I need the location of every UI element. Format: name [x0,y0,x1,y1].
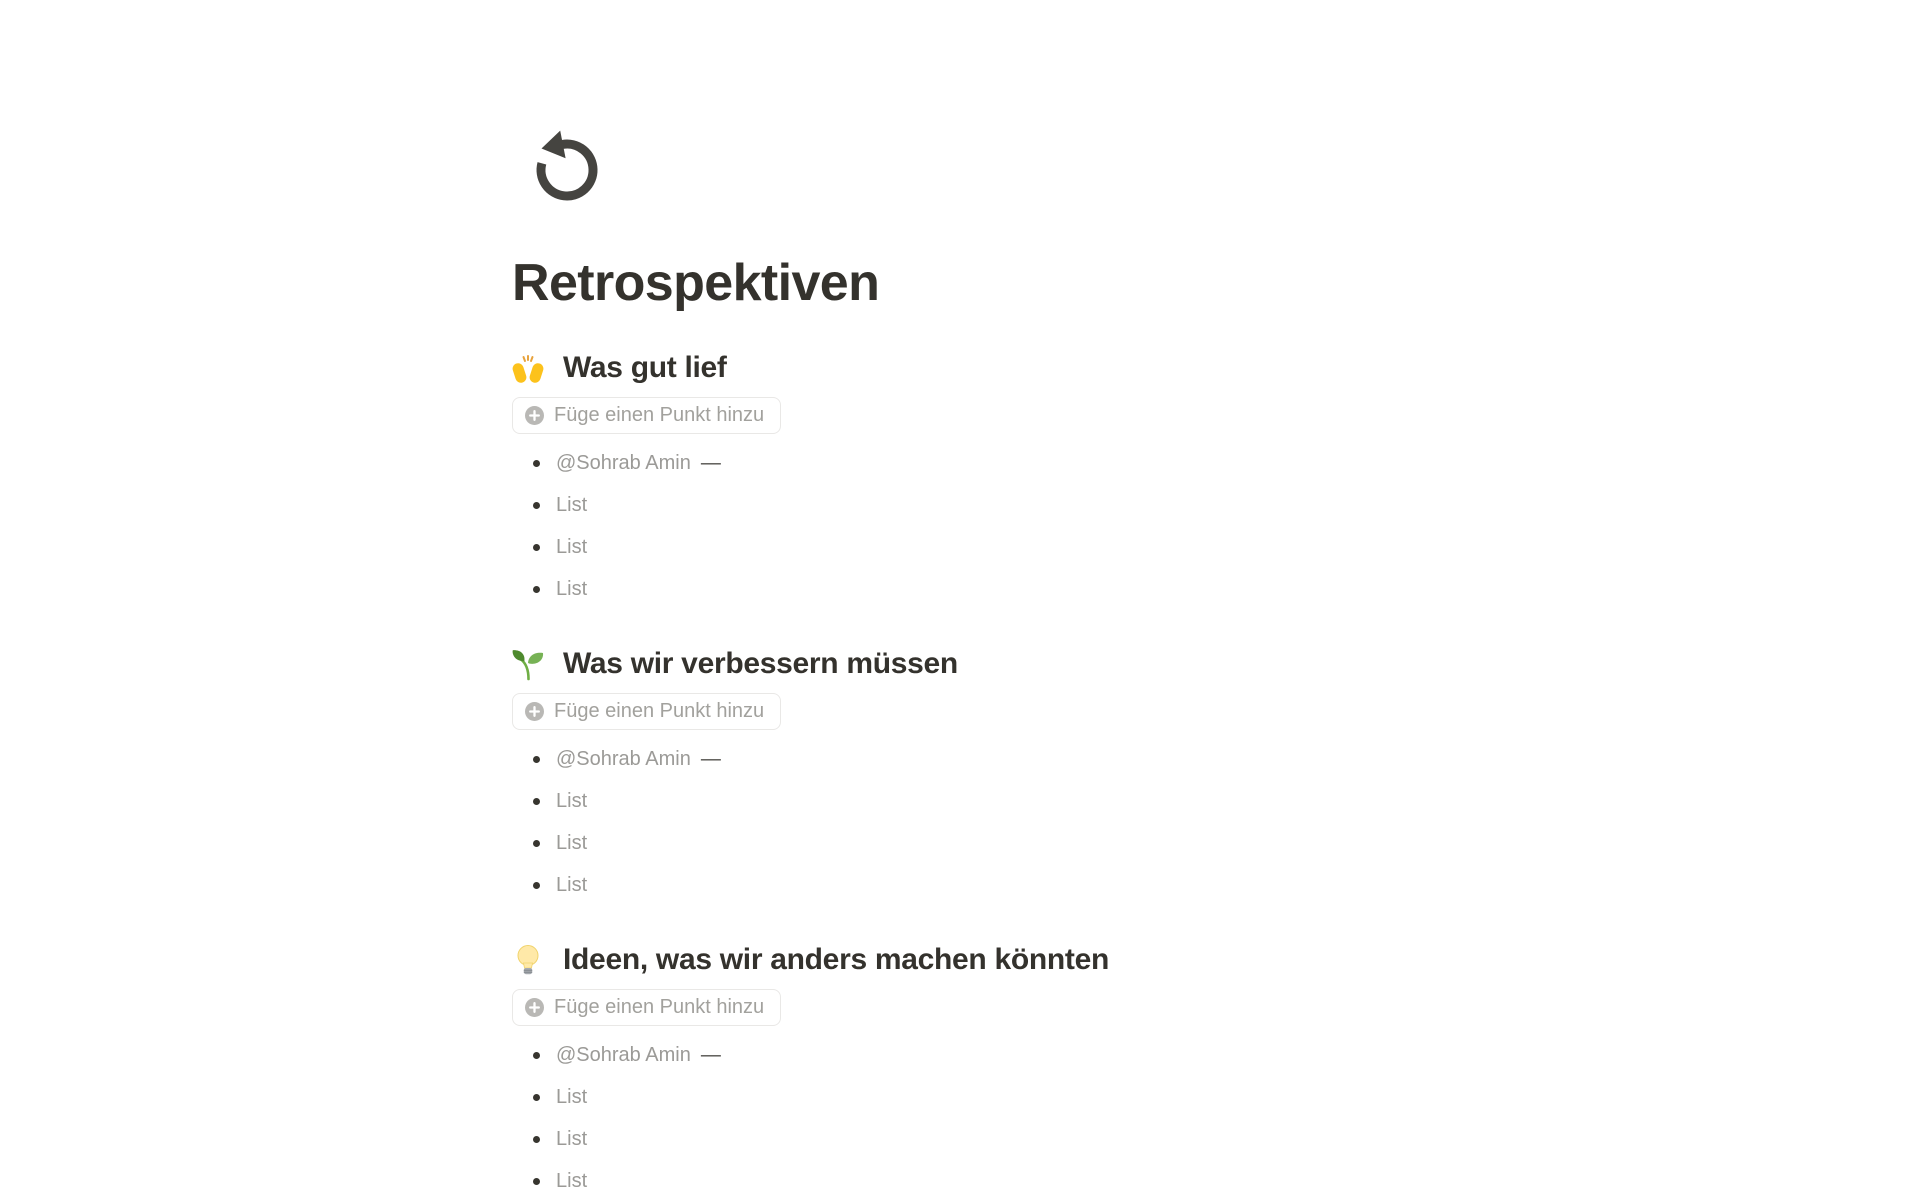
list-item[interactable] [510,780,1410,822]
bullet-dot [533,460,540,467]
section-was-gut-lief [510,350,1410,610]
list-item[interactable] [510,568,1410,610]
bullet-list [510,738,1410,906]
plus-icon [525,998,544,1017]
bullet-dot [533,756,540,763]
list-item-text: — [700,747,721,770]
list-item-placeholder: List [556,831,588,854]
user-mention[interactable]: @Sohrab Amin [556,451,691,474]
page-title[interactable]: Retrospektiven [512,254,880,312]
list-item[interactable] [510,1034,1410,1076]
bullet-dot [533,798,540,805]
list-item[interactable] [510,1118,1410,1160]
list-item[interactable] [510,1076,1410,1118]
bullet-dot [533,586,540,593]
add-item-label: Füge einen Punkt hinzu [554,404,765,426]
bullet-dot [533,1052,540,1059]
list-item[interactable] [510,442,1410,484]
bullet-dot [533,882,540,889]
list-item[interactable] [510,864,1410,906]
light-bulb-icon [510,942,546,978]
list-item-placeholder: List [556,789,588,812]
list-item-placeholder: List [556,493,588,516]
add-item-button[interactable] [512,693,781,730]
list-item[interactable] [510,1160,1410,1199]
add-item-label: Füge einen Punkt hinzu [554,996,765,1018]
section-heading[interactable] [510,942,1410,978]
plus-icon [525,702,544,721]
section-heading-label: Was gut lief [563,351,727,384]
rotate-ccw-icon[interactable] [526,123,606,208]
raising-hands-icon [510,350,546,386]
section-was-wir-verbessern-muessen [510,646,1410,906]
bullet-dot [533,1094,540,1101]
section-ideen-anders-machen [510,942,1410,1199]
list-item-placeholder: List [556,535,588,558]
add-item-label: Füge einen Punkt hinzu [554,700,765,722]
list-item-text: — [700,1043,721,1066]
section-heading-label: Ideen, was wir anders machen könnten [563,943,1110,976]
list-item-text: — [700,451,721,474]
list-item[interactable] [510,738,1410,780]
bullet-list [510,1034,1410,1199]
section-heading-label: Was wir verbessern müssen [563,647,958,680]
section-heading[interactable] [510,646,1410,682]
bullet-dot [533,502,540,509]
list-item-placeholder: List [556,577,588,600]
plus-icon [525,406,544,425]
bullet-dot [533,544,540,551]
list-item-placeholder: List [556,1169,588,1192]
page [510,0,1410,1199]
list-item-placeholder: List [556,873,588,896]
user-mention[interactable]: @Sohrab Amin [556,747,691,770]
list-item[interactable] [510,484,1410,526]
bullet-dot [533,840,540,847]
seedling-icon [510,646,546,682]
bullet-dot [533,1178,540,1185]
add-item-button[interactable] [512,397,781,434]
list-item-placeholder: List [556,1127,588,1150]
list-item-placeholder: List [556,1085,588,1108]
add-item-button[interactable] [512,989,781,1026]
user-mention[interactable]: @Sohrab Amin [556,1043,691,1066]
list-item[interactable] [510,526,1410,568]
section-heading[interactable] [510,350,1410,386]
bullet-dot [533,1136,540,1143]
list-item[interactable] [510,822,1410,864]
bullet-list [510,442,1410,610]
